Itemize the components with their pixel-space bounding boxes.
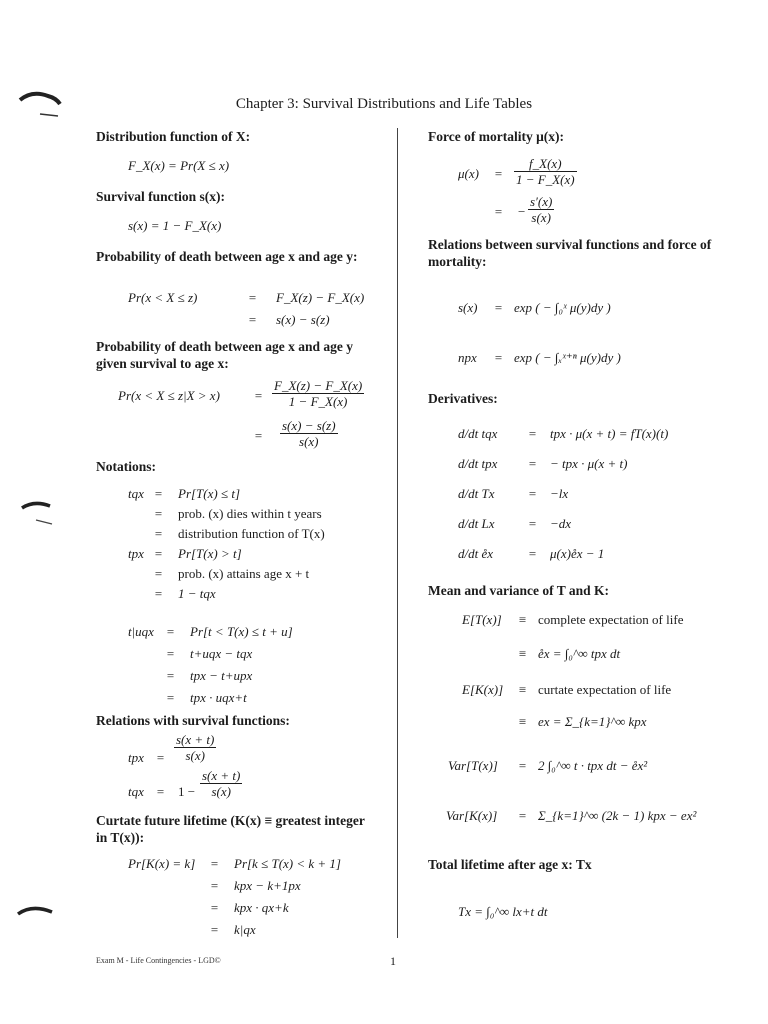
der-5r: μ(x)e̊x − 1 <box>550 546 605 561</box>
der-5l: d/dt e̊x <box>458 546 494 561</box>
relations-heading: Relations with survival functions: <box>96 713 290 728</box>
tpx-symbol: tpx <box>128 546 144 561</box>
relsf-s: s(x) <box>458 300 478 315</box>
eq: = <box>494 300 503 315</box>
rel-tpx: tpx <box>128 750 144 765</box>
tpx-def-2: prob. (x) attains age x + t <box>178 566 310 581</box>
mv-3r: curtate expectation of life <box>538 682 672 697</box>
prob-eq1: = <box>248 290 257 305</box>
eq: = <box>494 350 503 365</box>
eq: = <box>528 486 537 501</box>
eq: = <box>156 784 165 799</box>
eq: = <box>528 426 537 441</box>
equiv: ≡ <box>518 682 527 697</box>
cfl-def-4: k|qx <box>234 922 256 937</box>
tuqx-def-1: Pr[t < T(x) ≤ t + u] <box>190 624 293 639</box>
eq: = <box>210 900 219 915</box>
eq: = <box>154 586 163 601</box>
eq: = <box>166 624 175 639</box>
tl-formula: Tx = ∫₀^∞ lx+t dt <box>458 904 548 919</box>
eq: = <box>166 646 175 661</box>
cond-lhs: Pr(x < X ≤ z|X > x) <box>118 388 220 403</box>
der-4l: d/dt Lx <box>458 516 495 531</box>
cond-eq1: = <box>254 388 263 403</box>
rel-tpx-frac: $\frac{s(x + t)}{s(x)}$ <box>176 732 215 763</box>
mv-5l: Var[T(x)] <box>448 758 498 773</box>
conditional-heading: Probability of death between age x and age y given survival to age x: <box>96 339 353 371</box>
mv-1r: complete expectation of life <box>538 612 684 627</box>
eq: = <box>210 856 219 871</box>
tpx-def-1: Pr[T(x) > t] <box>178 546 242 561</box>
tuqx-def-2: t+uqx − tqx <box>190 646 253 661</box>
eq: = <box>154 546 163 561</box>
eq: = <box>154 486 163 501</box>
tqx-def-2: prob. (x) dies within t years <box>178 506 322 521</box>
fom-minus: − <box>518 204 526 219</box>
cfl-def-2: kpx − k+1px <box>234 878 301 893</box>
tuqx-def-3: tpx − t+upx <box>190 668 253 683</box>
fom-lhs: μ(x) <box>458 166 479 181</box>
eq: = <box>528 546 537 561</box>
eq: = <box>166 690 175 705</box>
der-4r: −dx <box>550 516 572 531</box>
mv-2r: e̊x = ∫₀^∞ tpx dt <box>538 646 621 661</box>
fom-frac2: $\frac{s'(x)}{s(x)}$ <box>530 194 553 225</box>
der-2l: d/dt tpx <box>458 456 498 471</box>
scan-mark-bottom <box>16 902 56 932</box>
survival-heading: Survival function s(x): <box>96 189 226 204</box>
footer: Exam M - Life Contingencies - LGD© <box>96 956 221 965</box>
force-heading: Force of mortality μ(x): <box>428 129 564 144</box>
der-1l: d/dt tqx <box>458 426 498 441</box>
der-1r: tpx · μ(x + t) = fT(x)(t) <box>550 426 669 441</box>
equiv: ≡ <box>518 646 527 661</box>
fom-frac1: $\frac{f\_X(x)}{1 - F\_X(x)}$ <box>516 156 575 187</box>
distribution-heading: Distribution function of X: <box>96 129 251 144</box>
eq: = <box>166 668 175 683</box>
eq: = <box>154 526 163 541</box>
der-3r: −lx <box>550 486 569 501</box>
cfl-def-1: Pr[k ≤ T(x) < k + 1] <box>234 856 341 871</box>
cfl-def-3: kpx · qx+k <box>234 900 289 915</box>
relsf-s-rhs: exp ( − ∫₀ˣ μ(y)dy ) <box>514 300 611 315</box>
curtate-heading: Curtate future lifetime (K(x) ≡ greatest integer in T(x)): <box>96 813 365 845</box>
tqx-def-1: Pr[T(x) ≤ t] <box>178 486 241 501</box>
derivatives-heading: Derivatives: <box>428 391 498 406</box>
column-divider <box>397 128 398 938</box>
tqx-def-3: distribution function of T(x) <box>178 526 325 541</box>
tuqx-def-4: tpx · uqx+t <box>190 690 247 705</box>
relsf-n: npx <box>458 350 477 365</box>
prob-lhs: Pr(x < X ≤ z) <box>128 290 198 305</box>
rel-tqx-pre: 1 − <box>178 784 196 799</box>
mv-3l: E[K(x)] <box>462 682 504 697</box>
page-number: 1 <box>390 954 396 968</box>
eq: = <box>494 166 503 181</box>
equiv: ≡ <box>518 714 527 729</box>
cond-frac1: $\frac{F\_X(z) - F\_X(x)}{1 - F\_X(x)}$ <box>274 378 363 409</box>
eq: = <box>210 878 219 893</box>
eq: = <box>156 750 165 765</box>
mv-5r: 2 ∫₀^∞ t · tpx dt − e̊x² <box>538 758 648 773</box>
cfl-lhs: Pr[K(x) = k] <box>128 856 196 871</box>
distribution-formula: F_X(x) = Pr(X ≤ x) <box>128 158 230 173</box>
scan-mark-mid <box>20 500 56 530</box>
survival-formula: s(x) = 1 − F_X(x) <box>128 218 222 233</box>
tpx-def-3: 1 − tqx <box>178 586 216 601</box>
rel-tqx: tqx <box>128 784 144 799</box>
total-lifetime-heading: Total lifetime after age x: Tx <box>428 857 592 872</box>
der-2r: − tpx · μ(x + t) <box>550 456 628 471</box>
mv-6l: Var[K(x)] <box>446 808 498 823</box>
relations-force-heading: Relations between survival functions and force of mortality: <box>428 237 712 269</box>
page-title: Chapter 3: Survival Distributions and Life Tables <box>235 96 533 112</box>
prob-rhs2: s(x) − s(z) <box>276 312 330 327</box>
cond-frac2: $\frac{s(x) - s(z)}{s(x)}$ <box>282 418 336 449</box>
relsf-n-rhs: exp ( − ∫ₓˣ⁺ⁿ μ(y)dy ) <box>514 350 621 365</box>
eq: = <box>154 506 163 521</box>
eq: = <box>518 758 527 773</box>
rel-tqx-frac: $\frac{s(x + t)}{s(x)}$ <box>202 768 241 799</box>
tuqx-symbol: t|uqx <box>128 624 154 639</box>
tqx-symbol: tqx <box>128 486 144 501</box>
eq: = <box>494 204 503 219</box>
der-3l: d/dt Tx <box>458 486 495 501</box>
prob-eq2: = <box>248 312 257 327</box>
probability-heading: Probability of death between age x and age y: <box>96 249 358 264</box>
eq: = <box>210 922 219 937</box>
cond-eq2: = <box>254 428 263 443</box>
notations-heading: Notations: <box>96 459 156 474</box>
mv-1l: E[T(x)] <box>462 612 502 627</box>
equiv: ≡ <box>518 612 527 627</box>
mv-4r: ex = Σ_{k=1}^∞ kpx <box>538 714 647 729</box>
eq: = <box>528 456 537 471</box>
eq: = <box>518 808 527 823</box>
eq: = <box>528 516 537 531</box>
mv-6r: Σ_{k=1}^∞ (2k − 1) kpx − ex² <box>538 808 697 823</box>
mean-variance-heading: Mean and variance of T and K: <box>428 583 610 598</box>
eq: = <box>154 566 163 581</box>
prob-rhs1: F_X(z) − F_X(x) <box>276 290 365 305</box>
